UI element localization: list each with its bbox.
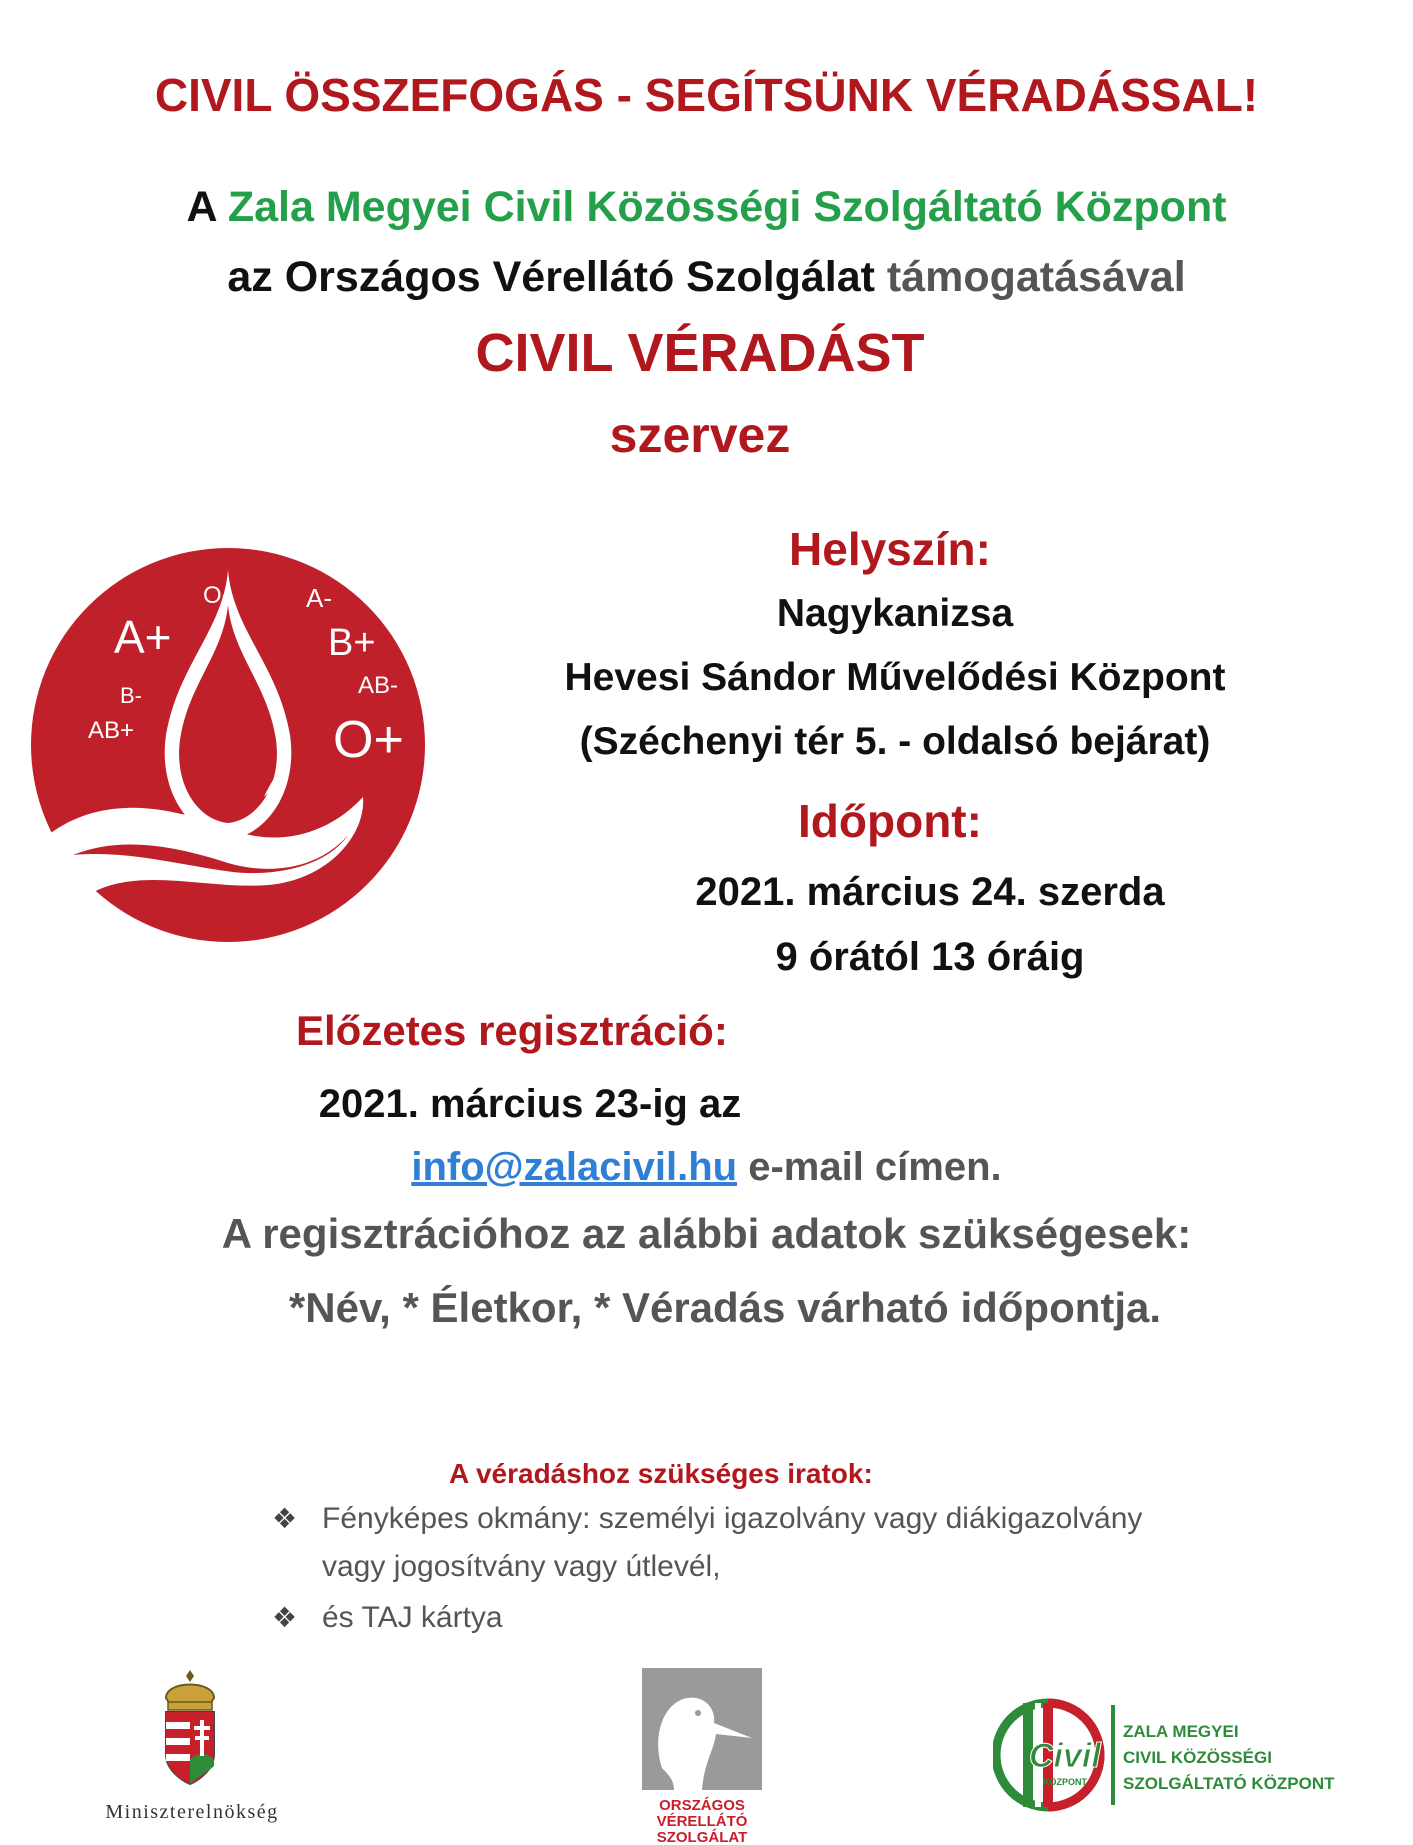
ministry-logo	[62, 1668, 322, 1828]
blood-type-label: B+	[328, 622, 376, 664]
partner-line	[0, 253, 1413, 302]
blood-type-label: AB+	[88, 717, 135, 744]
support-text: támogatásával	[886, 253, 1186, 301]
blood-type-label: A-	[306, 583, 332, 613]
registration-deadline: 2021. március 23-ig az	[318, 1082, 742, 1126]
blood-type-label: AB-	[358, 672, 399, 699]
list-item-continuation: vagy jogosítvány vagy útlevél,	[322, 1550, 721, 1583]
documents-heading: A véradáshoz szükséges iratok:	[449, 1458, 873, 1489]
location-venue: Hevesi Sándor Művelődési Központ	[564, 656, 1226, 699]
civil-org-line: CIVIL KÖZÖSSÉGI	[1123, 1748, 1272, 1767]
event-date: 2021. március 24. szerda	[695, 870, 1165, 914]
registration-requirement: A regisztrációhoz az alábbi adatok szükségesek:	[221, 1210, 1192, 1257]
civil-center-label: KÖZPONT	[1043, 1777, 1087, 1787]
list-item	[272, 1601, 503, 1635]
email-suffix: e-mail címen.	[748, 1145, 1002, 1189]
ovsz-logo	[632, 1668, 772, 1845]
organizer-line	[0, 183, 1413, 232]
diamond-bullet-icon: ❖	[272, 1503, 298, 1534]
blood-type-label: A+	[114, 611, 172, 663]
event-verb: szervez	[609, 407, 791, 463]
civil-org-line: SZOLGÁLTATÓ KÖZPONT	[1123, 1774, 1335, 1793]
registration-fields: *Név, * Életkor, * Véradás várható időpontja.	[288, 1284, 1162, 1331]
location-address: (Széchenyi tér 5. - oldalsó bejárat)	[579, 720, 1211, 763]
registration-email-line	[0, 1145, 1413, 1190]
coat-of-arms-icon	[166, 1670, 214, 1784]
email-link[interactable]: info@zalacivil.hu	[411, 1145, 738, 1189]
ovsz-line: ORSZÁGOS	[659, 1797, 745, 1814]
location-heading: Helyszín:	[789, 523, 991, 575]
event-headline: CIVIL VÉRADÁST	[475, 323, 925, 383]
ministry-name: Miniszterelnökség	[105, 1801, 279, 1823]
registration-heading: Előzetes regisztráció:	[296, 1007, 728, 1054]
organizer-name: Zala Megyei Civil Közösségi Szolgáltató Központ	[227, 183, 1227, 231]
blood-type-label: O+	[333, 711, 404, 769]
organizer-prefix: A	[186, 183, 216, 231]
blood-donation-logo	[28, 535, 428, 955]
list-item-text: Fényképes okmány: személyi igazolvány vagy diákigazolvány	[322, 1502, 1143, 1535]
page-title: CIVIL ÖSSZEFOGÁS - SEGÍTSÜNK VÉRADÁSSAL!	[154, 69, 1259, 121]
ovsz-line: SZOLGÁLAT	[656, 1829, 748, 1845]
partner-name: az Országos Vérellátó Szolgálat	[227, 253, 875, 301]
event-hours: 9 órától 13 óráig	[775, 935, 1085, 979]
civil-word: Civil	[1029, 1737, 1101, 1775]
civil-org-line: ZALA MEGYEI	[1123, 1722, 1239, 1741]
location-city: Nagykanizsa	[776, 592, 1014, 635]
zala-civil-logo	[993, 1695, 1343, 1815]
ovsz-line: VÉRELLÁTÓ	[656, 1813, 748, 1830]
diamond-bullet-icon: ❖	[272, 1602, 298, 1633]
list-item-text: és TAJ kártya	[322, 1601, 503, 1634]
list-item	[272, 1502, 1142, 1536]
blood-type-label: O-	[203, 582, 230, 609]
time-heading: Időpont:	[798, 795, 982, 847]
blood-type-label: B-	[120, 683, 142, 708]
